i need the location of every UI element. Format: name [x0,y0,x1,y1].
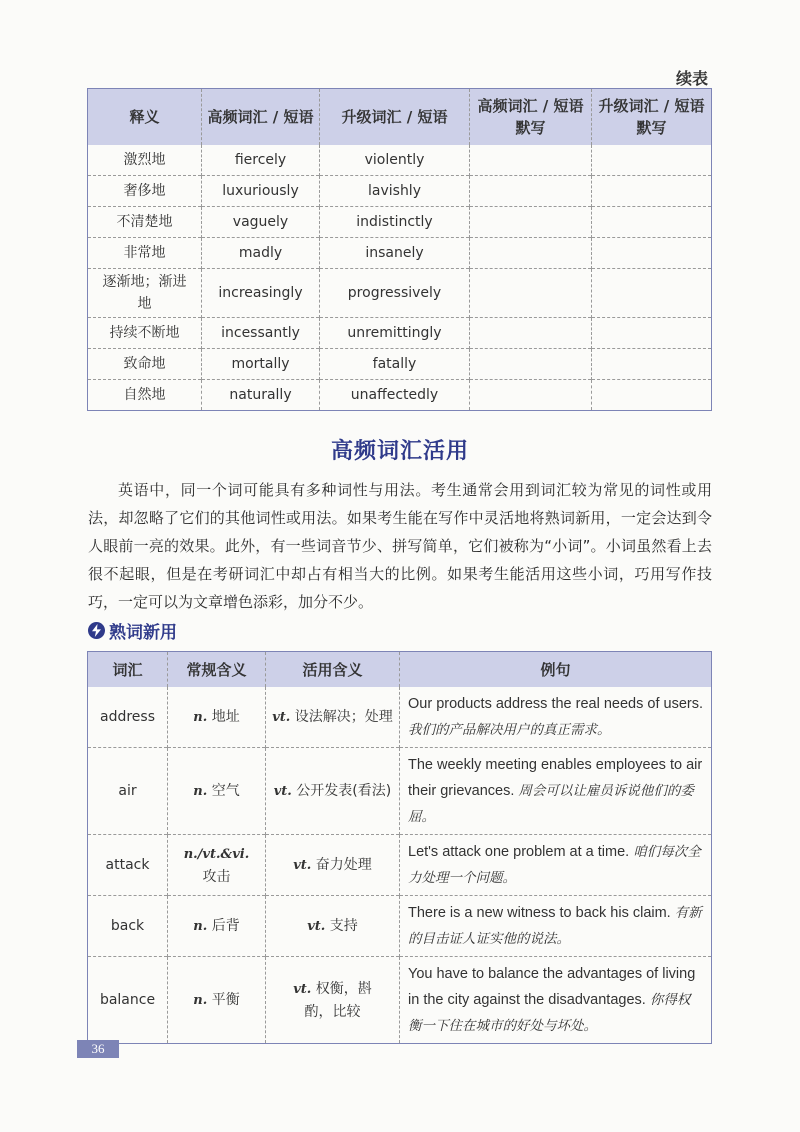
new-meaning-cell [266,957,400,1044]
example-cell [400,687,712,748]
pos-label: n. [193,709,208,725]
dictation-cell[interactable] [592,318,712,349]
meaning-text: 设法解决；处理 [294,708,393,725]
meaning-cell: 激烈地 [123,152,166,168]
dictation-cell[interactable] [470,318,592,349]
high-frequency-cell: mortally [202,349,320,380]
page-number: 36 [77,1040,119,1058]
subhead-label: 熟词新用 [109,623,177,643]
dictation-cell[interactable] [470,145,592,176]
high-frequency-cell: naturally [202,380,320,411]
meaning-text: 后背 [211,917,240,934]
high-frequency-cell: fiercely [202,145,320,176]
meaning-text: 权衡，斟酌，比较 [304,980,372,1020]
upgrade-cell: violently [320,145,470,176]
pos-label: n. [193,918,208,934]
table-row [88,896,712,957]
dictation-cell[interactable] [592,349,712,380]
example-zh: 咱们每次全力处理一个问题。 [408,844,701,886]
new-meaning-cell [266,896,400,957]
upgrade-cell: unaffectedly [320,380,470,411]
table-row [88,145,712,176]
example-en: Let's attack one problem at a time. [408,844,630,860]
pos-label: vt. [272,709,291,725]
table-row [88,318,712,349]
header-upgrade-dictation: 升级词汇 / 短语 默写 [592,89,712,146]
example-zh: 周会可以让雇员诉说他们的委屈。 [408,783,694,825]
meaning-text: 空气 [211,782,240,799]
dictation-cell[interactable] [592,380,712,411]
high-frequency-cell: luxuriously [202,176,320,207]
pos-label: vt. [307,918,326,934]
upgrade-cell: progressively [320,269,470,318]
header-common-meaning: 常规含义 [168,652,266,688]
intro-paragraph: 英语中，同一个词可能具有多种词性与用法。考生通常会用到词汇较为常见的词性或用法，却忽略了它们的其他词性或用法。如果考生能在写作中灵活地将熟词新用，一定会达到令人眼前一亮的效果。此外，有一些词音节少、拼写简单，它们被称为“小词”。小词虽然看上去很不起眼，但是在考研词汇中却占有相当大的比例。如果考生能活用这些小词，巧用写作技巧，一定可以为文章增色添彩，加分不少。 [88,481,712,611]
common-meaning-cell [168,748,266,835]
dictation-cell[interactable] [470,207,592,238]
common-meaning-cell [168,957,266,1044]
meaning-cell: 非常地 [88,238,202,269]
new-meaning-cell [266,835,400,896]
table-row [88,176,712,207]
meaning-text: 奋力处理 [315,856,372,873]
header-new-meaning: 活用含义 [266,652,400,688]
dictation-cell[interactable] [470,176,592,207]
high-frequency-cell: madly [202,238,320,269]
header-high-frequency: 高频词汇 / 短语 [202,89,320,146]
example-en: You have to balance the advantages of living in the city against the disadvantages. [408,966,696,1008]
example-cell [400,957,712,1044]
table-row [88,835,712,896]
dictation-cell[interactable] [592,207,712,238]
pos-label: n. [193,783,208,799]
dictation-cell[interactable] [592,269,712,318]
section-title: 高频词汇活用 [330,439,469,464]
lightning-icon [88,622,105,639]
table-row [88,349,712,380]
meaning-cell: 不清楚地 [88,207,202,238]
example-cell [400,896,712,957]
header-word: 词汇 [88,652,168,688]
word-cell: attack [88,835,168,896]
pos-label: vt. [293,857,312,873]
dictation-cell[interactable] [470,269,592,318]
new-meaning-cell [266,748,400,835]
table-row [88,957,712,1044]
continued-label: 续表 [675,69,708,88]
meaning-cell: 致命地 [88,349,202,380]
high-frequency-cell: vaguely [202,207,320,238]
pos-label: n./vt.&vi. [183,846,250,862]
pos-label: n. [193,992,208,1008]
table-row [88,380,712,411]
header-meaning: 释义 [88,89,202,146]
subhead [88,618,177,643]
upgrade-cell: indistinctly [320,207,470,238]
meaning-text: 公开发表(看法) [296,782,392,799]
dictation-cell[interactable] [592,238,712,269]
example-zh: 有新的目击证人证实他的说法。 [408,905,702,947]
common-meaning-cell [168,896,266,957]
upgrade-cell: fatally [320,349,470,380]
meaning-cell: 持续不断地 [88,318,202,349]
upgrade-cell: insanely [320,238,470,269]
word-usage-table [87,651,712,1044]
example-en: Our products address the real needs of users. [408,696,703,712]
header-example: 例句 [400,652,712,688]
new-meaning-cell [266,687,400,748]
meaning-text: 地址 [211,708,240,725]
word-usage-header-row [88,652,712,688]
dictation-cell[interactable] [592,145,712,176]
common-meaning-cell [168,835,266,896]
meaning-cell: 奢侈地 [88,176,202,207]
word-cell: air [88,748,168,835]
meaning-cell: 逐渐地；渐进地 [88,269,202,318]
example-zh: 我们的产品解决用户的真正需求。 [408,722,611,738]
example-zh: 你得权衡一下住在城市的好处与坏处。 [408,992,691,1034]
example-cell [400,835,712,896]
dictation-cell[interactable] [592,176,712,207]
dictation-cell[interactable] [470,238,592,269]
meaning-text: 攻击 [202,868,231,885]
example-en: There is a new witness to back his claim. [408,905,671,921]
table-row [88,269,712,318]
pos-label: vt. [273,783,292,799]
vocab-table-header-row [88,89,712,146]
table-row [88,687,712,748]
example-cell [400,748,712,835]
table-row [88,207,712,238]
meaning-text: 平衡 [211,991,240,1008]
table-row [88,238,712,269]
word-cell: balance [88,957,168,1044]
common-meaning-cell [168,687,266,748]
high-frequency-cell: incessantly [202,318,320,349]
upgrade-cell: lavishly [320,176,470,207]
word-cell: address [99,709,155,725]
dictation-cell[interactable] [470,380,592,411]
upgrade-cell: unremittingly [320,318,470,349]
table-row [88,748,712,835]
dictation-cell[interactable] [470,349,592,380]
word-cell: back [88,896,168,957]
pos-label: vt. [293,981,312,997]
vocab-table [87,88,712,411]
meaning-cell: 自然地 [88,380,202,411]
meaning-text: 支持 [329,917,358,934]
header-upgrade: 升级词汇 / 短语 [320,89,470,146]
high-frequency-cell: increasingly [202,269,320,318]
header-high-frequency-dictation: 高频词汇 / 短语 默写 [470,89,592,146]
example-en: The weekly meeting enables employees to air their grievances. [408,757,703,799]
